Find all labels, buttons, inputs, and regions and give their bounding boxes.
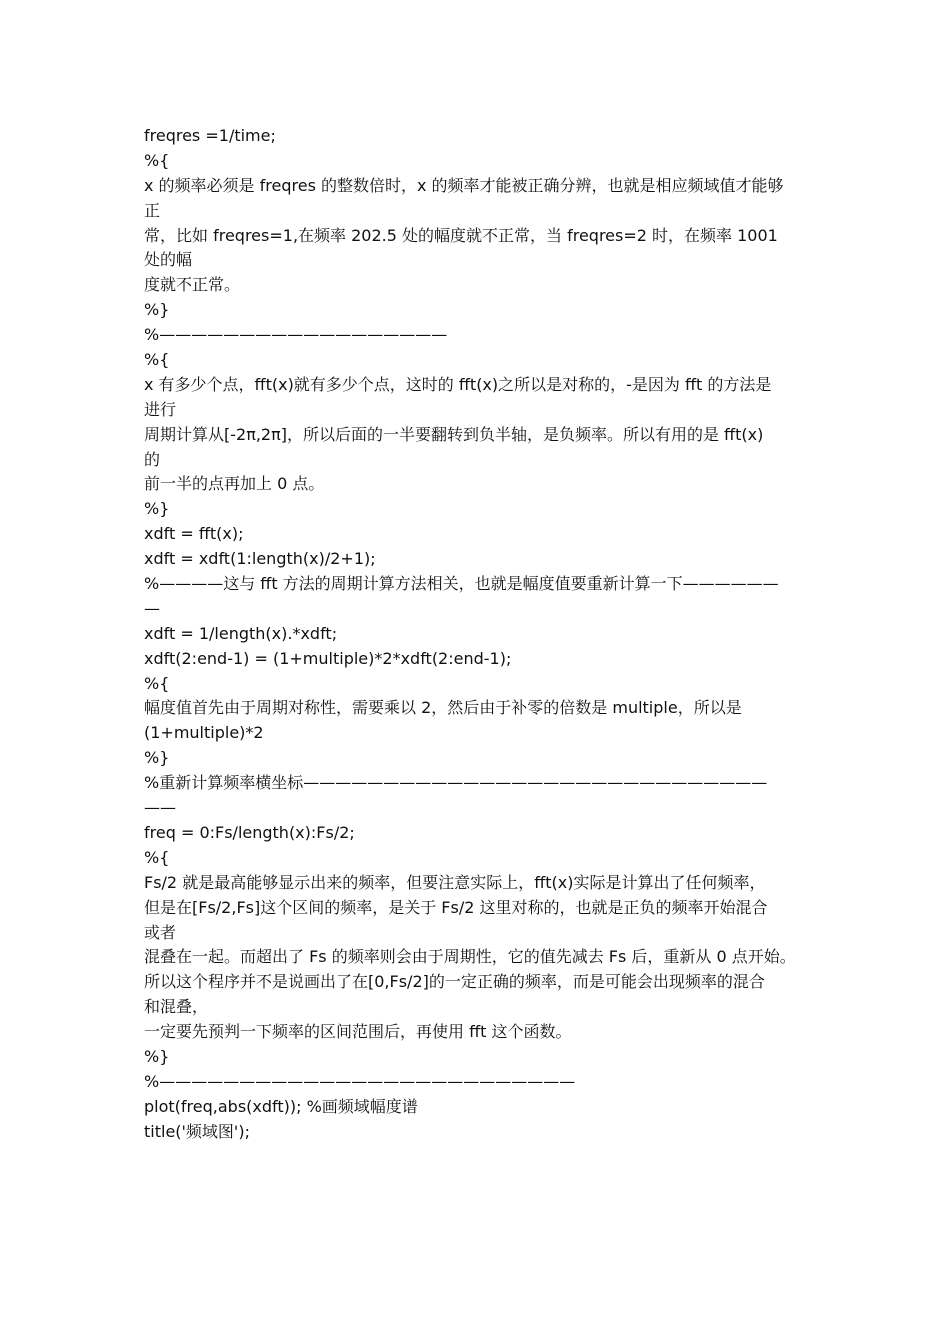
comment-line: —— xyxy=(144,798,176,818)
text-line: 或者 xyxy=(144,922,177,942)
text-line: 一定要先预判一下频率的区间范围后，再使用 fft 这个函数。 xyxy=(144,1022,572,1042)
text-line: freqres =1/time; xyxy=(144,126,276,145)
text-line: 周期计算从[-2π,2π]，所以后面的一半要翻转到负半轴，是负频率。所以有用的是 fft(x) xyxy=(144,424,764,444)
separator-line: %—————————————————— xyxy=(144,325,448,345)
text-line: %} xyxy=(144,499,170,519)
text-line: 正 xyxy=(144,200,161,220)
text-line: %} xyxy=(144,300,170,320)
text-line: x 的频率必须是 freqres 的整数倍时，x 的频率才能被正确分辨，也就是相应频域值才能够 xyxy=(144,175,784,195)
code-line: title('频域图'); xyxy=(144,1121,250,1141)
code-line: plot(freq,abs(xdft)); %画频域幅度谱 xyxy=(144,1096,418,1116)
text-line: 进行 xyxy=(144,399,177,419)
text-line: 和混叠， xyxy=(144,997,209,1017)
text-line: 前一半的点再加上 0 点。 xyxy=(144,474,325,494)
text-line: (1+multiple)*2 xyxy=(144,723,264,743)
separator-line: %—————————————————————————— xyxy=(144,1071,576,1091)
code-line: freq = 0:Fs/length(x):Fs/2; xyxy=(144,822,355,842)
document-body xyxy=(144,124,808,1145)
comment-line: %————这与 fft 方法的周期计算方法相关，也就是幅度值要重新计算一下—————— xyxy=(144,574,779,594)
text-line: 混叠在一起。而超出了 Fs 的频率则会由于周期性，它的值先减去 Fs 后，重新从 0 点开始。 xyxy=(144,947,796,967)
text-line: 但是在[Fs/2,Fs]这个区间的频率，是关于 Fs/2 这里对称的，也就是正负的频率开始混合 xyxy=(144,897,768,917)
comment-line: — xyxy=(144,598,160,618)
text-line: %{ xyxy=(144,847,170,867)
text-line: 所以这个程序并不是说画出了在[0,Fs/2]的一定正确的频率，而是可能会出现频率的混合 xyxy=(144,972,765,992)
code-line: xdft = 1/length(x).*xdft; xyxy=(144,623,338,643)
text-line: %{ xyxy=(144,673,170,693)
text-line: %} xyxy=(144,748,170,768)
comment-line: %重新计算频率横坐标————————————————————————————— xyxy=(144,773,768,793)
text-line: 处的幅 xyxy=(144,250,193,270)
code-line: xdft = xdft(1:length(x)/2+1); xyxy=(144,549,376,569)
text-line: 的 xyxy=(144,449,161,469)
text-line: 常，比如 freqres=1,在频率 202.5 处的幅度就不正常，当 freqres=2 时，在频率 1001 xyxy=(144,225,778,245)
code-line: xdft(2:end-1) = (1+multiple)*2*xdft(2:end-1); xyxy=(144,648,512,668)
text-line: 幅度值首先由于周期对称性，需要乘以 2，然后由于补零的倍数是 multiple，所以是 xyxy=(144,698,742,718)
text-line: x 有多少个点，fft(x)就有多少个点，这时的 fft(x)之所以是对称的，-是因为 fft 的方法是 xyxy=(144,374,772,394)
text-line: %{ xyxy=(144,350,170,370)
text-line: %{ xyxy=(144,150,170,170)
text-line: %} xyxy=(144,1046,170,1066)
text-line: Fs/2 就是最高能够显示出来的频率，但要注意实际上，fft(x)实际是计算出了任何频率， xyxy=(144,872,766,892)
text-line: 度就不正常。 xyxy=(144,275,241,295)
code-line: xdft = fft(x); xyxy=(144,524,244,544)
